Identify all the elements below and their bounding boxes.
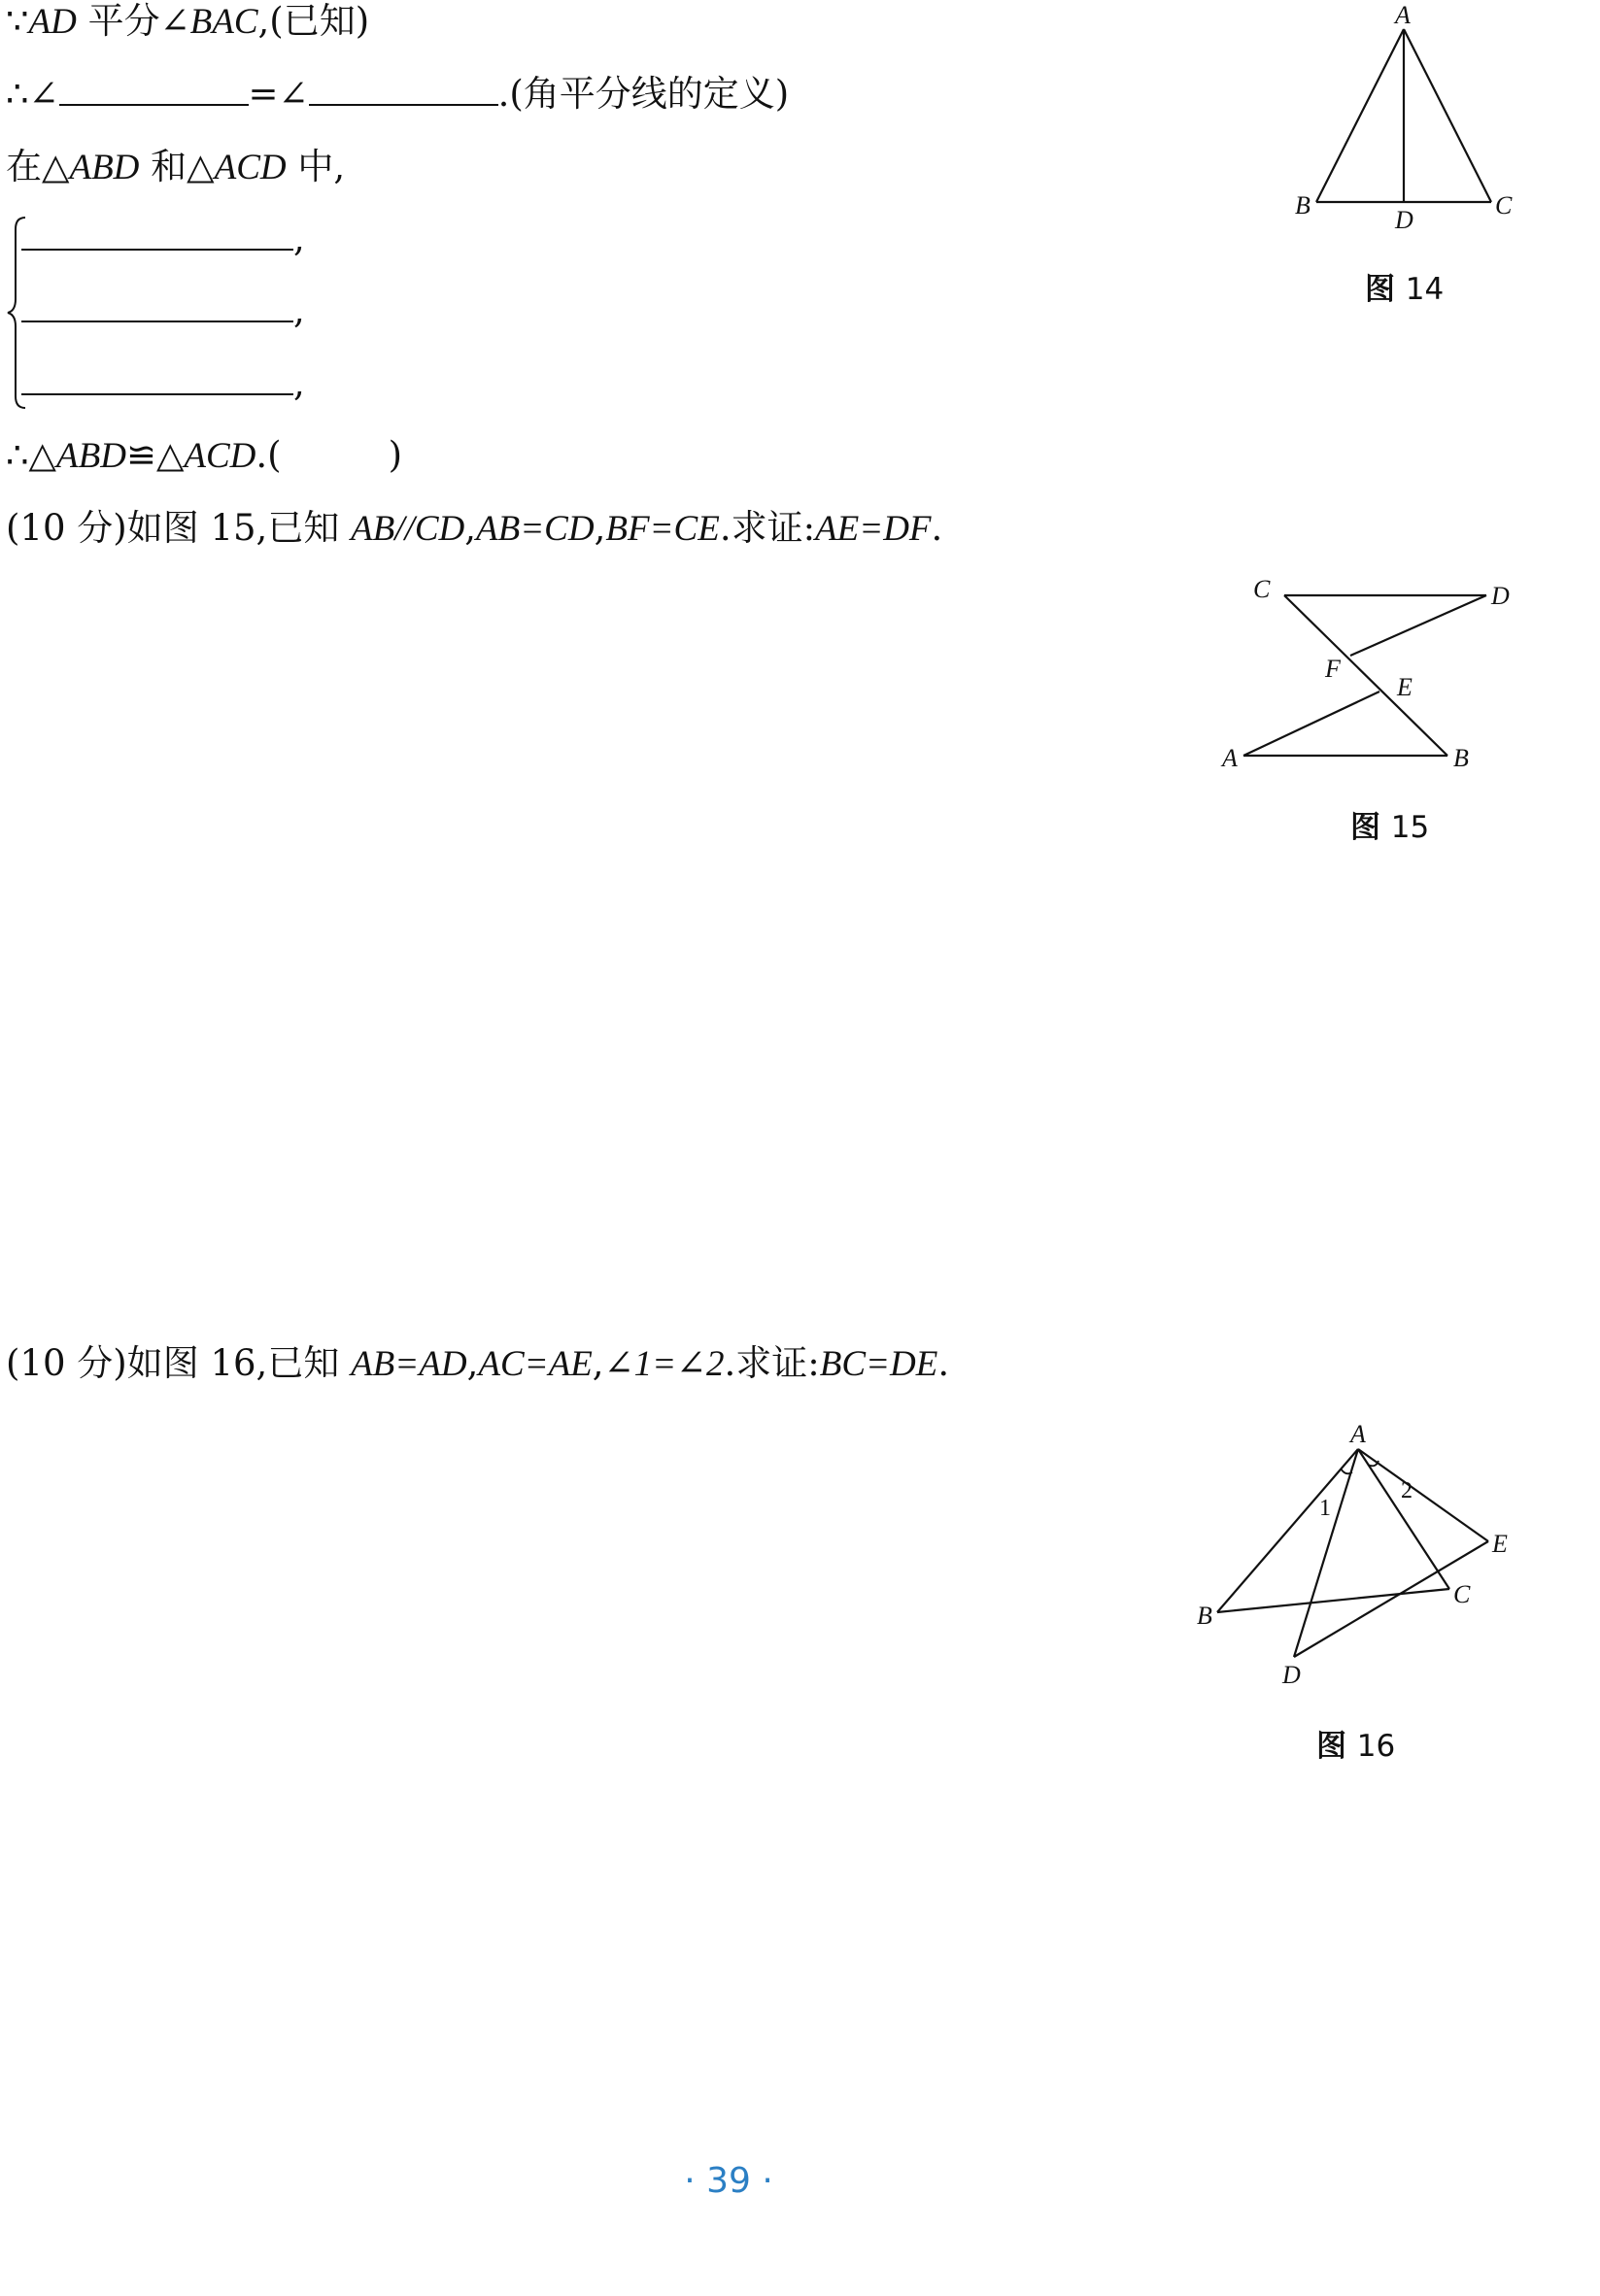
text: 和△ xyxy=(139,146,215,187)
label-e: E xyxy=(1397,673,1413,701)
label-b: B xyxy=(1295,191,1311,219)
statement-in-triangles xyxy=(6,146,345,189)
angle-label-2: 2 xyxy=(1401,1478,1413,1503)
figure-14 xyxy=(1282,0,1535,243)
segment-ad: AD xyxy=(28,2,77,42)
figure-14-caption xyxy=(1365,264,1444,308)
text: 在△ xyxy=(6,146,70,187)
figure-16 xyxy=(1185,1418,1535,1690)
condition: ∠1=∠2 xyxy=(603,1344,725,1384)
label-f: F xyxy=(1325,655,1341,683)
label-b: B xyxy=(1197,1602,1212,1630)
triangle-acd: ACD xyxy=(184,436,256,476)
text: 中, xyxy=(286,146,346,187)
equals-angle: =∠ xyxy=(248,73,309,115)
caption-number: 15 xyxy=(1390,810,1430,845)
angle-label-1: 1 xyxy=(1319,1496,1331,1521)
label-a: A xyxy=(1350,1420,1366,1448)
triangle-abd: ABD xyxy=(56,436,126,476)
label-a: A xyxy=(1222,744,1238,772)
triangle-abd: ABD xyxy=(69,148,140,187)
prove-text: .求证: xyxy=(724,1342,820,1384)
because-symbol: ∵ xyxy=(6,0,29,42)
goal: AE=DF xyxy=(815,509,932,549)
label-a: A xyxy=(1395,1,1411,29)
period: . xyxy=(937,1342,950,1384)
condition-blank-2[interactable] xyxy=(21,289,293,322)
question-prefix: (10 分)如图 16,已知 xyxy=(6,1342,352,1384)
condition: AB//CD xyxy=(351,509,465,549)
condition: AC=AE xyxy=(478,1344,593,1384)
label-c: C xyxy=(1495,191,1513,219)
figure-15 xyxy=(1214,573,1535,787)
condition: AB=CD xyxy=(476,509,595,549)
caption-number: 16 xyxy=(1356,1729,1396,1764)
comma: , xyxy=(293,362,305,404)
question-16 xyxy=(6,1342,949,1386)
figure-16-caption xyxy=(1316,1721,1395,1765)
label-c: C xyxy=(1253,575,1271,603)
text: ) xyxy=(388,434,403,476)
therefore-triangle: ∴△ xyxy=(6,434,56,476)
caption-label: 图 xyxy=(1365,272,1395,307)
condition: BF=CE xyxy=(605,509,720,549)
question-15 xyxy=(6,507,942,551)
label-b: B xyxy=(1453,744,1469,772)
reason-given: ,(已知) xyxy=(257,0,370,42)
label-d: D xyxy=(1491,582,1510,610)
condition: AB=AD xyxy=(351,1344,467,1384)
figure-15-caption xyxy=(1350,802,1429,846)
statement-congruent xyxy=(6,434,402,478)
label-d: D xyxy=(1395,206,1413,234)
angle-bac: BAC xyxy=(189,2,258,42)
statement-angle-equal xyxy=(6,73,789,116)
angle-blank-1[interactable] xyxy=(59,73,249,106)
triangle-acd: ACD xyxy=(214,148,287,187)
comma: , xyxy=(293,289,305,331)
condition-blank-3[interactable] xyxy=(21,362,293,395)
therefore-angle: ∴∠ xyxy=(6,73,59,115)
reason-bisector-definition: .(角平分线的定义) xyxy=(497,73,790,115)
condition-line-2 xyxy=(21,289,305,332)
statement-ad-bisects xyxy=(6,0,369,44)
caption-label: 图 xyxy=(1350,810,1380,845)
label-c: C xyxy=(1453,1580,1471,1608)
separator: , xyxy=(594,507,606,549)
text: .( xyxy=(255,434,282,476)
question-prefix: (10 分)如图 15,已知 xyxy=(6,507,352,549)
page-number: · 39 · xyxy=(684,2161,773,2201)
congruent-symbol: ≌△ xyxy=(125,434,185,476)
text: 平分∠ xyxy=(76,0,190,42)
condition-line-1 xyxy=(21,218,305,260)
comma: , xyxy=(293,218,305,259)
caption-label: 图 xyxy=(1316,1729,1346,1764)
separator: , xyxy=(466,1342,479,1384)
caption-number: 14 xyxy=(1405,272,1445,307)
prove-text: .求证: xyxy=(719,507,816,549)
separator: , xyxy=(592,1342,604,1384)
label-e: E xyxy=(1492,1530,1508,1558)
separator: , xyxy=(464,507,477,549)
period: . xyxy=(931,507,943,549)
label-d: D xyxy=(1282,1661,1301,1689)
condition-blank-1[interactable] xyxy=(21,218,293,251)
angle-blank-2[interactable] xyxy=(309,73,498,106)
goal: BC=DE xyxy=(819,1344,938,1384)
condition-line-3 xyxy=(21,362,305,405)
